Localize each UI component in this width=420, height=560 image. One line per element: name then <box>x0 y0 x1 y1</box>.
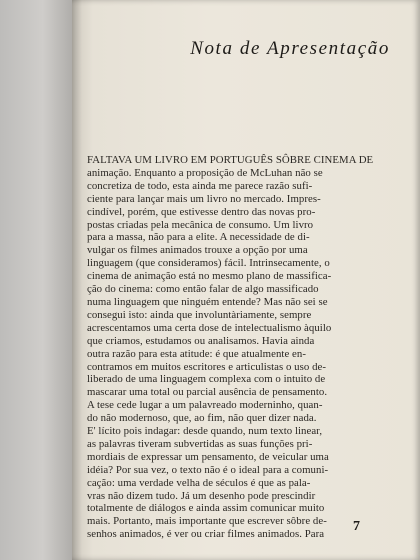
body-line: cinema de animação está no mesmo plano de massifica- <box>87 270 332 283</box>
body-line: FALTAVA UM LIVRO EM PORTUGUÊS SÔBRE CINEMA DE <box>87 154 374 166</box>
body-line: cindível, porém, que estivesse dentro das novas pro- <box>87 205 316 218</box>
body-line: A tese cede lugar a um palavreado moderninho, quan- <box>87 399 323 412</box>
body-line: vras não dizem tudo. Já um desenho pode prescindir <box>87 489 316 502</box>
body-line: outra razão para esta atitude: é que atualmente en- <box>87 347 306 360</box>
adjacent-page-shadow <box>0 0 78 560</box>
body-line: mascarar uma total ou parcial ausência de pensamento. <box>87 386 328 399</box>
body-line: postas criadas pela mecânica de consumo. Um livro <box>87 218 314 231</box>
body-line: ção do cinema: como então falar de algo massificado <box>87 283 319 296</box>
body-line: as palavras tiveram subvertidas as suas funções pri- <box>87 437 313 450</box>
body-line: liberado de uma linguagem complexa com o intuito de <box>87 373 326 386</box>
body-line: cação: uma verdade velha de séculos é que as pala- <box>87 476 311 489</box>
page-title: Nota de Apresentação <box>190 38 390 59</box>
body-line: numa linguagem que ninguém entende? Mas não sei se <box>87 295 328 308</box>
body-line: E' lícito pois indagar: desde quando, num texto linear, <box>87 425 323 438</box>
body-line: contramos em muitos escritores e articulistas o uso de- <box>87 360 327 373</box>
body-line: linguagem (que consideramos) fácil. Intrinsecamente, o <box>87 257 330 270</box>
body-line: mordiais de expressar um pensamento, de veicular uma <box>87 450 329 463</box>
body-line: idéia? Por sua vez, o texto não é o ideal para a comuni- <box>87 463 329 476</box>
page-gutter-shadow <box>72 0 82 560</box>
body-line: consegui isto: ainda que involuntàriamente, sempre <box>87 308 312 321</box>
body-line: que criamos, estudamos ou analisamos. Havia ainda <box>87 334 315 347</box>
body-line: concretiza de todo, esta ainda me parece razão sufi- <box>87 179 313 192</box>
body-text <box>87 154 377 541</box>
body-line: animação. Enquanto a proposição de McLuhan não se <box>87 166 323 179</box>
body-line: para a massa, não para a elite. A necessidade de di- <box>87 231 310 244</box>
body-line: vulgar os filmes animados trouxe a opção por uma <box>87 244 308 257</box>
body-line: mais. Portanto, mais importante que escrever sôbre de- <box>87 515 327 528</box>
body-line: ciente para lançar mais um livro no mercado. Impres- <box>87 192 321 205</box>
body-line: senhos animados, é ver ou criar filmes animados. Para <box>87 528 325 541</box>
body-line: totalmente de diálogos e ainda assim comunicar muito <box>87 502 325 515</box>
page-number: 7 <box>353 519 360 534</box>
body-line: acrescentamos uma certa dose de intelectualismo àquilo <box>87 321 332 334</box>
body-line: do não modernoso, que, ao fim, não quer dizer nada. <box>87 412 317 425</box>
